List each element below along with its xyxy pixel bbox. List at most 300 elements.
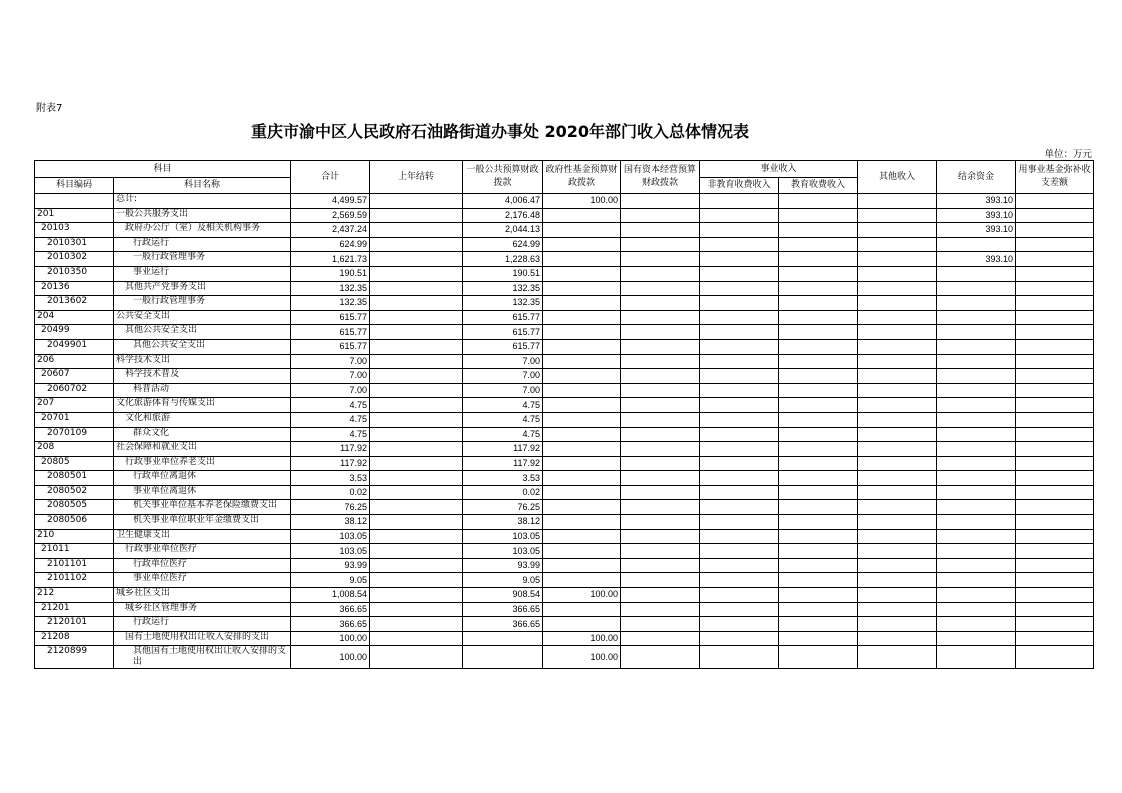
cell-fund-diff xyxy=(1016,339,1094,354)
cell-code: 20805 xyxy=(35,456,114,471)
cell-carryover xyxy=(370,252,463,267)
cell-fund-diff xyxy=(1016,427,1094,442)
header-general-budget: 一般公共预算财政拨款 xyxy=(463,161,543,194)
cell-non-edu xyxy=(700,208,779,223)
cell-gov-fund xyxy=(543,325,621,340)
cell-name: 一般公共服务支出 xyxy=(114,208,291,223)
cell-gov-fund xyxy=(543,456,621,471)
table-row xyxy=(35,252,1094,267)
cell-carryover xyxy=(370,223,463,238)
cell-carryover xyxy=(370,515,463,530)
cell-other-income xyxy=(858,223,937,238)
cell-non-edu xyxy=(700,646,779,669)
cell-total: 615.77 xyxy=(291,310,370,325)
header-surplus: 结余资金 xyxy=(937,161,1016,194)
header-total: 合计 xyxy=(291,161,370,194)
cell-state-capital xyxy=(621,544,700,559)
cell-edu xyxy=(779,602,858,617)
cell-surplus xyxy=(937,281,1016,296)
cell-fund-diff xyxy=(1016,588,1094,603)
cell-state-capital xyxy=(621,208,700,223)
cell-general-budget: 908.54 xyxy=(463,588,543,603)
cell-state-capital xyxy=(621,500,700,515)
cell-general-budget: 132.35 xyxy=(463,281,543,296)
header-state-capital: 国有资本经营预算财政拨款 xyxy=(621,161,700,194)
cell-non-edu xyxy=(700,442,779,457)
header-edu: 教育收费收入 xyxy=(779,178,858,194)
cell-name: 机关事业单位职业年金缴费支出 xyxy=(114,515,291,530)
cell-edu xyxy=(779,252,858,267)
cell-surplus: 393.10 xyxy=(937,252,1016,267)
table-row xyxy=(35,617,1094,632)
cell-other-income xyxy=(858,412,937,427)
table-row xyxy=(35,237,1094,252)
cell-total: 190.51 xyxy=(291,266,370,281)
cell-surplus xyxy=(937,602,1016,617)
cell-total: 103.05 xyxy=(291,544,370,559)
cell-edu xyxy=(779,558,858,573)
cell-carryover xyxy=(370,573,463,588)
cell-edu xyxy=(779,325,858,340)
cell-non-edu xyxy=(700,456,779,471)
cell-state-capital xyxy=(621,325,700,340)
cell-code: 2101102 xyxy=(35,573,114,588)
cell-total: 4.75 xyxy=(291,412,370,427)
cell-edu xyxy=(779,412,858,427)
cell-other-income xyxy=(858,296,937,311)
table-row xyxy=(35,194,1094,209)
cell-general-budget: 4.75 xyxy=(463,398,543,413)
cell-state-capital xyxy=(621,471,700,486)
cell-state-capital xyxy=(621,529,700,544)
cell-surplus xyxy=(937,631,1016,646)
cell-other-income xyxy=(858,456,937,471)
cell-code: 21011 xyxy=(35,544,114,559)
cell-non-edu xyxy=(700,383,779,398)
cell-other-income xyxy=(858,485,937,500)
cell-surplus xyxy=(937,339,1016,354)
cell-edu xyxy=(779,310,858,325)
cell-fund-diff xyxy=(1016,544,1094,559)
header-non-edu: 非教育收费收入 xyxy=(700,178,779,194)
cell-total: 2,569.59 xyxy=(291,208,370,223)
cell-general-budget: 366.65 xyxy=(463,617,543,632)
cell-general-budget: 117.92 xyxy=(463,442,543,457)
cell-edu xyxy=(779,617,858,632)
cell-carryover xyxy=(370,500,463,515)
cell-edu xyxy=(779,369,858,384)
cell-gov-fund xyxy=(543,544,621,559)
cell-general-budget: 4,006.47 xyxy=(463,194,543,209)
cell-state-capital xyxy=(621,515,700,530)
cell-edu xyxy=(779,266,858,281)
table-row xyxy=(35,646,1094,669)
cell-state-capital xyxy=(621,310,700,325)
cell-total: 76.25 xyxy=(291,500,370,515)
header-code: 科目编码 xyxy=(35,178,114,194)
cell-total: 100.00 xyxy=(291,646,370,669)
cell-fund-diff xyxy=(1016,354,1094,369)
header-gov-fund: 政府性基金预算财政拨款 xyxy=(543,161,621,194)
cell-fund-diff xyxy=(1016,237,1094,252)
cell-state-capital xyxy=(621,588,700,603)
cell-state-capital xyxy=(621,339,700,354)
cell-general-budget: 4.75 xyxy=(463,412,543,427)
cell-general-budget: 7.00 xyxy=(463,354,543,369)
table-row xyxy=(35,310,1094,325)
cell-carryover xyxy=(370,646,463,669)
cell-surplus xyxy=(937,325,1016,340)
cell-name: 其他公共安全支出 xyxy=(114,325,291,340)
cell-code: 201 xyxy=(35,208,114,223)
cell-general-budget: 38.12 xyxy=(463,515,543,530)
cell-carryover xyxy=(370,398,463,413)
cell-other-income xyxy=(858,208,937,223)
cell-edu xyxy=(779,208,858,223)
cell-surplus xyxy=(937,515,1016,530)
cell-non-edu xyxy=(700,485,779,500)
cell-edu xyxy=(779,354,858,369)
cell-carryover xyxy=(370,354,463,369)
cell-state-capital xyxy=(621,485,700,500)
cell-general-budget: 624.99 xyxy=(463,237,543,252)
cell-gov-fund xyxy=(543,237,621,252)
cell-name: 城乡社区支出 xyxy=(114,588,291,603)
cell-name: 其他公共安全支出 xyxy=(114,339,291,354)
cell-gov-fund xyxy=(543,485,621,500)
cell-carryover xyxy=(370,442,463,457)
cell-name: 行政单位离退休 xyxy=(114,471,291,486)
cell-other-income xyxy=(858,515,937,530)
cell-non-edu xyxy=(700,500,779,515)
cell-carryover xyxy=(370,617,463,632)
table-row xyxy=(35,588,1094,603)
cell-surplus xyxy=(937,412,1016,427)
cell-surplus: 393.10 xyxy=(937,194,1016,209)
cell-total: 7.00 xyxy=(291,383,370,398)
cell-name: 群众文化 xyxy=(114,427,291,442)
cell-gov-fund xyxy=(543,223,621,238)
cell-gov-fund: 100.00 xyxy=(543,631,621,646)
cell-general-budget: 1,228.63 xyxy=(463,252,543,267)
cell-name: 其他国有土地使用权出让收入安排的支出 xyxy=(114,646,291,669)
cell-surplus: 393.10 xyxy=(937,223,1016,238)
table-row xyxy=(35,339,1094,354)
cell-non-edu xyxy=(700,471,779,486)
cell-code: 2010350 xyxy=(35,266,114,281)
cell-non-edu xyxy=(700,515,779,530)
cell-other-income xyxy=(858,383,937,398)
cell-other-income xyxy=(858,631,937,646)
cell-gov-fund xyxy=(543,354,621,369)
page-title: 重庆市渝中区人民政府石油路街道办事处 2020年部门收入总体情况表 xyxy=(250,122,750,141)
cell-gov-fund: 100.00 xyxy=(543,646,621,669)
cell-non-edu xyxy=(700,529,779,544)
cell-state-capital xyxy=(621,354,700,369)
cell-total: 3.53 xyxy=(291,471,370,486)
cell-surplus xyxy=(937,310,1016,325)
cell-surplus xyxy=(937,617,1016,632)
header-other-income: 其他收入 xyxy=(858,161,937,194)
cell-fund-diff xyxy=(1016,296,1094,311)
cell-total: 2,437.24 xyxy=(291,223,370,238)
cell-gov-fund xyxy=(543,558,621,573)
cell-fund-diff xyxy=(1016,442,1094,457)
income-table xyxy=(34,160,1094,669)
cell-non-edu xyxy=(700,354,779,369)
cell-general-budget xyxy=(463,631,543,646)
cell-total: 7.00 xyxy=(291,369,370,384)
cell-other-income xyxy=(858,544,937,559)
cell-non-edu xyxy=(700,573,779,588)
cell-gov-fund xyxy=(543,296,621,311)
cell-state-capital xyxy=(621,281,700,296)
cell-edu xyxy=(779,471,858,486)
cell-code: 2120899 xyxy=(35,646,114,669)
cell-state-capital xyxy=(621,266,700,281)
cell-edu xyxy=(779,588,858,603)
cell-total: 38.12 xyxy=(291,515,370,530)
cell-non-edu xyxy=(700,558,779,573)
cell-non-edu xyxy=(700,631,779,646)
cell-general-budget: 4.75 xyxy=(463,427,543,442)
cell-fund-diff xyxy=(1016,573,1094,588)
cell-fund-diff xyxy=(1016,310,1094,325)
cell-fund-diff xyxy=(1016,325,1094,340)
table-row xyxy=(35,558,1094,573)
appendix-label: 附表7 xyxy=(36,103,63,114)
cell-edu xyxy=(779,485,858,500)
cell-carryover xyxy=(370,208,463,223)
cell-code: 2013602 xyxy=(35,296,114,311)
cell-name: 国有土地使用权出让收入安排的支出 xyxy=(114,631,291,646)
cell-carryover xyxy=(370,325,463,340)
cell-name: 城乡社区管理事务 xyxy=(114,602,291,617)
cell-fund-diff xyxy=(1016,558,1094,573)
cell-total: 9.05 xyxy=(291,573,370,588)
cell-surplus xyxy=(937,266,1016,281)
cell-total: 1,008.54 xyxy=(291,588,370,603)
cell-carryover xyxy=(370,383,463,398)
cell-name: 文化旅游体育与传媒支出 xyxy=(114,398,291,413)
cell-edu xyxy=(779,427,858,442)
cell-fund-diff xyxy=(1016,646,1094,669)
header-fund-diff: 用事业基金弥补收支差额 xyxy=(1016,161,1094,194)
table-row xyxy=(35,544,1094,559)
cell-other-income xyxy=(858,646,937,669)
cell-gov-fund xyxy=(543,369,621,384)
table-row xyxy=(35,369,1094,384)
cell-name: 一般行政管理事务 xyxy=(114,252,291,267)
cell-total: 100.00 xyxy=(291,631,370,646)
cell-gov-fund xyxy=(543,398,621,413)
cell-surplus xyxy=(937,529,1016,544)
cell-non-edu xyxy=(700,544,779,559)
table-row xyxy=(35,602,1094,617)
cell-edu xyxy=(779,296,858,311)
cell-general-budget: 2,044.13 xyxy=(463,223,543,238)
cell-non-edu xyxy=(700,588,779,603)
cell-surplus xyxy=(937,383,1016,398)
cell-total: 0.02 xyxy=(291,485,370,500)
cell-name: 事业单位医疗 xyxy=(114,573,291,588)
cell-fund-diff xyxy=(1016,208,1094,223)
cell-state-capital xyxy=(621,398,700,413)
cell-general-budget: 132.35 xyxy=(463,296,543,311)
cell-fund-diff xyxy=(1016,252,1094,267)
cell-gov-fund xyxy=(543,471,621,486)
cell-gov-fund xyxy=(543,573,621,588)
cell-non-edu xyxy=(700,412,779,427)
cell-code xyxy=(35,194,114,209)
cell-non-edu xyxy=(700,602,779,617)
cell-surplus xyxy=(937,369,1016,384)
cell-state-capital xyxy=(621,383,700,398)
cell-code: 2080502 xyxy=(35,485,114,500)
cell-gov-fund xyxy=(543,427,621,442)
cell-name: 政府办公厅（室）及相关机构事务 xyxy=(114,223,291,238)
cell-general-budget: 190.51 xyxy=(463,266,543,281)
cell-other-income xyxy=(858,617,937,632)
table-row xyxy=(35,500,1094,515)
table-row xyxy=(35,427,1094,442)
cell-fund-diff xyxy=(1016,471,1094,486)
table-row xyxy=(35,631,1094,646)
unit-label: 单位：万元 xyxy=(1044,149,1092,160)
cell-fund-diff xyxy=(1016,602,1094,617)
cell-code: 2070109 xyxy=(35,427,114,442)
cell-total: 366.65 xyxy=(291,602,370,617)
cell-other-income xyxy=(858,398,937,413)
cell-carryover xyxy=(370,544,463,559)
cell-fund-diff xyxy=(1016,194,1094,209)
cell-fund-diff xyxy=(1016,485,1094,500)
cell-other-income xyxy=(858,588,937,603)
cell-other-income xyxy=(858,325,937,340)
cell-state-capital xyxy=(621,573,700,588)
cell-surplus xyxy=(937,456,1016,471)
cell-state-capital xyxy=(621,442,700,457)
header-subject: 科目 xyxy=(35,161,291,178)
cell-gov-fund xyxy=(543,266,621,281)
cell-state-capital xyxy=(621,558,700,573)
cell-fund-diff xyxy=(1016,617,1094,632)
cell-name: 行政运行 xyxy=(114,617,291,632)
table-row xyxy=(35,471,1094,486)
cell-general-budget: 3.53 xyxy=(463,471,543,486)
cell-other-income xyxy=(858,602,937,617)
cell-code: 21201 xyxy=(35,602,114,617)
cell-code: 2060702 xyxy=(35,383,114,398)
cell-carryover xyxy=(370,237,463,252)
cell-state-capital xyxy=(621,412,700,427)
table-row xyxy=(35,398,1094,413)
cell-carryover xyxy=(370,471,463,486)
cell-carryover xyxy=(370,412,463,427)
cell-edu xyxy=(779,646,858,669)
cell-total: 4.75 xyxy=(291,398,370,413)
cell-gov-fund xyxy=(543,529,621,544)
table-row xyxy=(35,442,1094,457)
table-row xyxy=(35,266,1094,281)
cell-general-budget: 76.25 xyxy=(463,500,543,515)
cell-non-edu xyxy=(700,237,779,252)
cell-surplus xyxy=(937,558,1016,573)
cell-gov-fund xyxy=(543,281,621,296)
cell-general-budget: 7.00 xyxy=(463,369,543,384)
cell-state-capital xyxy=(621,631,700,646)
cell-code: 20701 xyxy=(35,412,114,427)
cell-code: 20499 xyxy=(35,325,114,340)
cell-non-edu xyxy=(700,427,779,442)
cell-surplus xyxy=(937,588,1016,603)
cell-fund-diff xyxy=(1016,631,1094,646)
cell-non-edu xyxy=(700,223,779,238)
cell-total: 132.35 xyxy=(291,281,370,296)
table-row xyxy=(35,223,1094,238)
cell-code: 21208 xyxy=(35,631,114,646)
cell-fund-diff xyxy=(1016,223,1094,238)
cell-code: 210 xyxy=(35,529,114,544)
cell-code: 208 xyxy=(35,442,114,457)
cell-edu xyxy=(779,281,858,296)
cell-general-budget: 103.05 xyxy=(463,529,543,544)
cell-general-budget: 9.05 xyxy=(463,573,543,588)
cell-fund-diff xyxy=(1016,456,1094,471)
cell-edu xyxy=(779,631,858,646)
cell-carryover xyxy=(370,558,463,573)
cell-general-budget: 103.05 xyxy=(463,544,543,559)
cell-other-income xyxy=(858,529,937,544)
cell-edu xyxy=(779,529,858,544)
cell-code: 2101101 xyxy=(35,558,114,573)
cell-code: 2010302 xyxy=(35,252,114,267)
cell-edu xyxy=(779,398,858,413)
cell-total: 132.35 xyxy=(291,296,370,311)
cell-state-capital xyxy=(621,194,700,209)
cell-edu xyxy=(779,383,858,398)
cell-carryover xyxy=(370,266,463,281)
cell-state-capital xyxy=(621,617,700,632)
cell-surplus xyxy=(937,237,1016,252)
cell-other-income xyxy=(858,266,937,281)
cell-total: 615.77 xyxy=(291,339,370,354)
cell-code: 2120101 xyxy=(35,617,114,632)
table-row xyxy=(35,281,1094,296)
cell-general-budget: 615.77 xyxy=(463,339,543,354)
cell-fund-diff xyxy=(1016,412,1094,427)
table-row xyxy=(35,485,1094,500)
table-row xyxy=(35,412,1094,427)
cell-edu xyxy=(779,573,858,588)
cell-gov-fund xyxy=(543,412,621,427)
cell-surplus xyxy=(937,573,1016,588)
cell-name: 一般行政管理事务 xyxy=(114,296,291,311)
cell-gov-fund xyxy=(543,515,621,530)
cell-code: 212 xyxy=(35,588,114,603)
cell-name: 其他共产党事务支出 xyxy=(114,281,291,296)
cell-edu xyxy=(779,500,858,515)
cell-code: 2080501 xyxy=(35,471,114,486)
cell-general-budget: 2,176.48 xyxy=(463,208,543,223)
cell-fund-diff xyxy=(1016,281,1094,296)
cell-general-budget: 615.77 xyxy=(463,310,543,325)
cell-other-income xyxy=(858,500,937,515)
cell-name: 事业单位离退休 xyxy=(114,485,291,500)
cell-edu xyxy=(779,194,858,209)
cell-name: 总计: xyxy=(114,194,291,209)
cell-state-capital xyxy=(621,252,700,267)
